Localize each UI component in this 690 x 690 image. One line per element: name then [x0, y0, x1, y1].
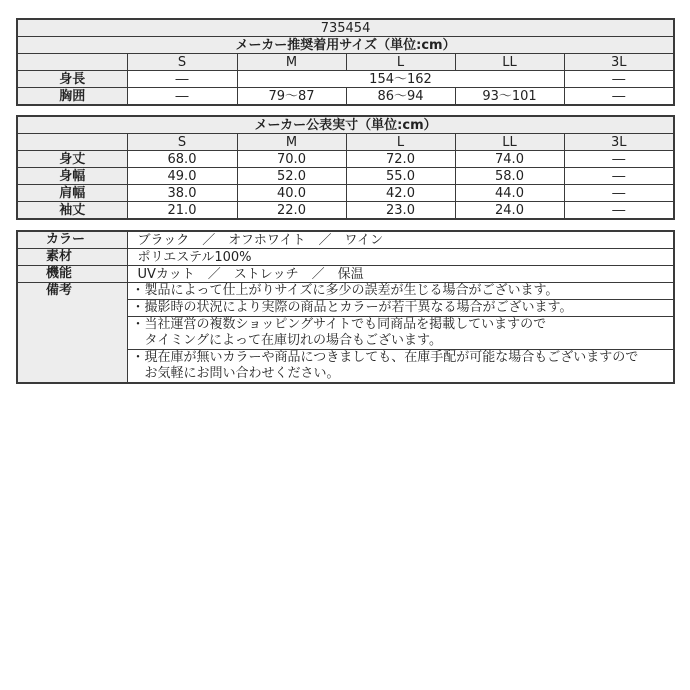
value-cell: 23.0: [346, 202, 455, 220]
value-cell: 68.0: [127, 151, 237, 168]
value-cell: 49.0: [127, 168, 237, 185]
value-cell: 74.0: [455, 151, 564, 168]
size-header-3l: 3L: [564, 134, 674, 151]
chest-label: 胸囲: [17, 88, 127, 106]
row-label: 身丈: [17, 151, 127, 168]
size-header-ll: LL: [455, 134, 564, 151]
color-label: カラー: [17, 231, 127, 249]
note-line: タイミングによって在庫切れの場合もございます。: [131, 333, 442, 348]
value-cell: 72.0: [346, 151, 455, 168]
table-row: [17, 202, 674, 220]
height-label: 身長: [17, 71, 127, 88]
size-header-m: M: [237, 54, 346, 71]
value-cell: ―: [564, 151, 674, 168]
value-cell: 22.0: [237, 202, 346, 220]
note-item: [127, 350, 674, 384]
value-cell: 38.0: [127, 185, 237, 202]
value-cell: 21.0: [127, 202, 237, 220]
table-row: [17, 151, 674, 168]
size-header-l: L: [346, 54, 455, 71]
table-row: [17, 168, 674, 185]
size-header-ll: LL: [455, 54, 564, 71]
value-cell: ―: [564, 168, 674, 185]
measurement-title: メーカー公表実寸（単位:cm）: [17, 116, 674, 134]
size-header-3l: 3L: [564, 54, 674, 71]
note-item: [127, 300, 674, 317]
note-line: ・現在庫が無いカラーや商品につきましても、在庫手配が可能な場合もございますので: [131, 350, 639, 365]
value-cell: 42.0: [346, 185, 455, 202]
row-label: 身幅: [17, 168, 127, 185]
value-cell: ―: [564, 202, 674, 220]
value-cell: 44.0: [455, 185, 564, 202]
recommended-size-table: [16, 18, 675, 106]
size-header-s: S: [127, 134, 237, 151]
color-value: ブラック ／ オフホワイト ／ ワイン: [127, 231, 674, 249]
chest-m: 79～87: [237, 88, 346, 106]
function-label: 機能: [17, 266, 127, 283]
chest-s: ―: [127, 88, 237, 106]
note-item: [127, 317, 674, 350]
note-line: お気軽にお問い合わせください。: [131, 366, 340, 381]
table-row: [17, 185, 674, 202]
chest-l: 86～94: [346, 88, 455, 106]
chest-ll: 93～101: [455, 88, 564, 106]
note-line: ・当社運営の複数ショッピングサイトでも同商品を掲載していますので: [131, 317, 547, 332]
material-value: ポリエステル100%: [127, 249, 674, 266]
product-code: 735454: [17, 19, 674, 37]
material-label: 素材: [17, 249, 127, 266]
note-line: ・製品によって仕上がりサイズに多少の誤差が生じる場合がございます。: [131, 283, 559, 298]
size-header-m: M: [237, 134, 346, 151]
height-3l: ―: [564, 71, 674, 88]
product-info-table: [16, 230, 675, 384]
measurement-table: [16, 115, 675, 220]
note-line: ・撮影時の状況により実際の商品とカラーが若干異なる場合がございます。: [131, 300, 573, 315]
value-cell: ―: [564, 185, 674, 202]
note-item: [127, 283, 674, 300]
corner-cell: [17, 54, 127, 71]
value-cell: 40.0: [237, 185, 346, 202]
value-cell: 24.0: [455, 202, 564, 220]
size-header-l: L: [346, 134, 455, 151]
height-s: ―: [127, 71, 237, 88]
value-cell: 55.0: [346, 168, 455, 185]
size-header-s: S: [127, 54, 237, 71]
chest-3l: ―: [564, 88, 674, 106]
height-m-to-ll: 154～162: [237, 71, 564, 88]
row-label: 袖丈: [17, 202, 127, 220]
function-value: UVカット ／ ストレッチ ／ 保温: [127, 266, 674, 283]
value-cell: 52.0: [237, 168, 346, 185]
value-cell: 70.0: [237, 151, 346, 168]
row-label: 肩幅: [17, 185, 127, 202]
corner-cell: [17, 134, 127, 151]
value-cell: 58.0: [455, 168, 564, 185]
notes-label: 備考: [17, 283, 127, 384]
recommended-size-title: メーカー推奨着用サイズ（単位:cm）: [17, 37, 674, 54]
